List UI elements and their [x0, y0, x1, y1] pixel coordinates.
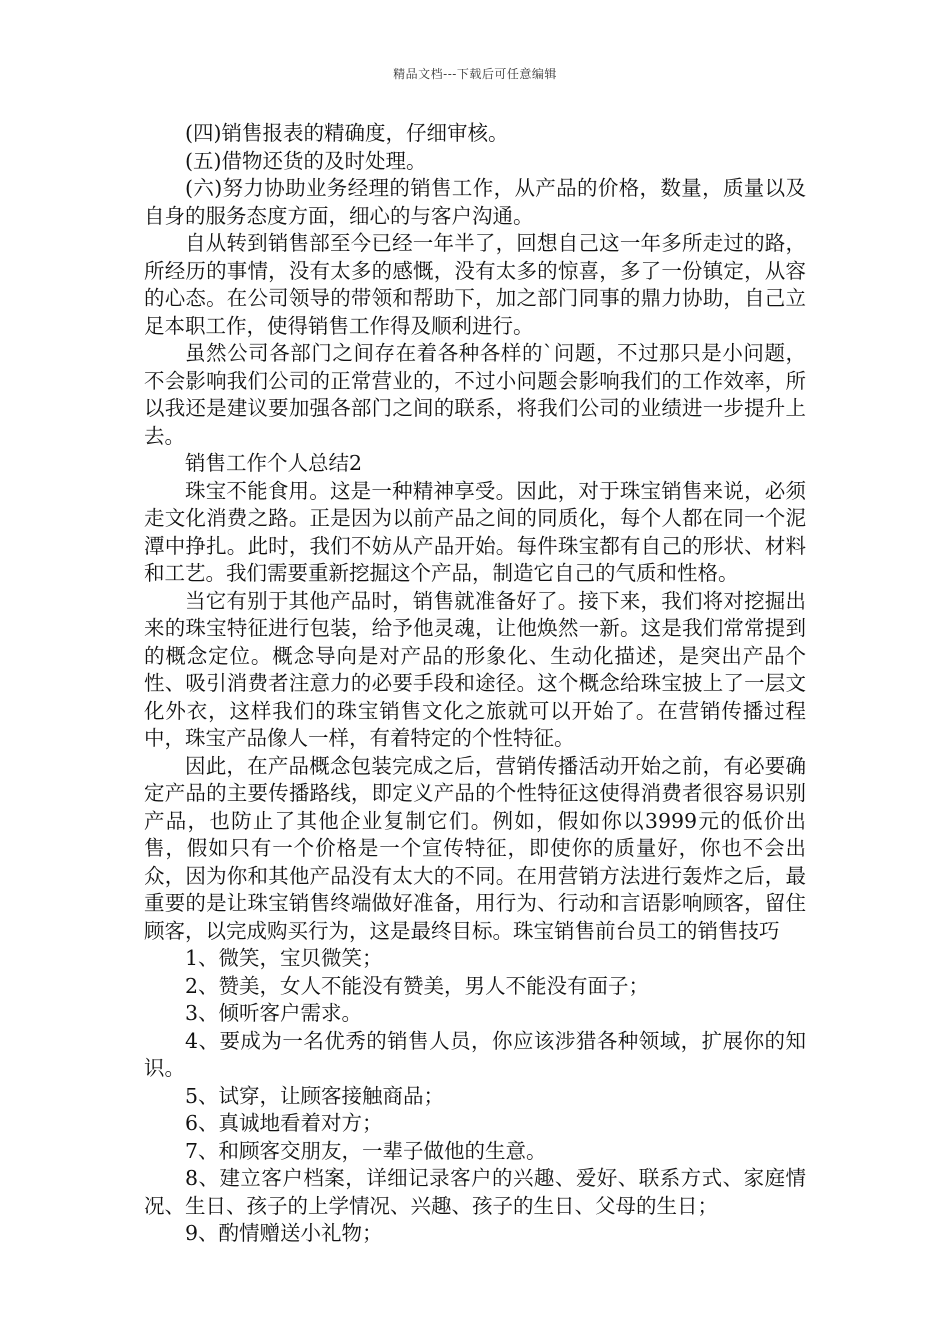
list-item: 8、建立客户档案，详细记录客户的兴趣、爱好、联系方式、家庭情况、生日、孩子的上学情况、兴趣、孩子的生日、父母的生日；: [144, 1166, 806, 1218]
paragraph-department-issues: 虽然公司各部门之间存在着各种各样的`问题，不过那只是小问题，不会影响我们公司的正常营业的，不过小问题会影响我们的工作效率，所以我还是建议要加强各部门之间的联系，将我们公司的业绩进一步提升上去。: [144, 341, 806, 448]
paragraph-assist-manager: (六)努力协助业务经理的销售工作，从产品的价格，数量，质量以及自身的服务态度方面，细心的与客户沟通。: [144, 176, 806, 228]
paragraph-jewelry-culture: 珠宝不能食用。这是一种精神享受。因此，对于珠宝销售来说，必须走文化消费之路。正是因为以前产品之间的同质化，每个人都在同一个泥潭中挣扎。此时，我们不妨从产品开始。每件珠宝都有自己的形状、材料和工艺。我们需要重新挖掘这个产品，制造它自己的气质和性格。: [144, 478, 806, 585]
list-item: 5、试穿，让顾客接触商品；: [185, 1083, 445, 1108]
list-item: 4、要成为一名优秀的销售人员，你应该涉猎各种领域，扩展你的知识。: [144, 1028, 806, 1080]
paragraph-year-review: 自从转到销售部至今已经一年半了，回想自己这一年多所走过的路，所经历的事情，没有太多的感慨，没有太多的惊喜，多了一份镇定，从容的心态。在公司领导的带领和帮助下，加之部门同事的鼎力协助，自己立足本职工作，使得销售工作得及顺利进行。: [144, 231, 806, 338]
list-item: 7、和顾客交朋友，一辈子做他的生意。: [185, 1138, 547, 1163]
list-item: 2、赞美，女人不能没有赞美，男人不能没有面子；: [185, 973, 650, 998]
list-item: 6、真诚地看着对方；: [185, 1111, 383, 1135]
paragraph-report-accuracy: (四)销售报表的精确度，仔细审核。: [185, 121, 509, 145]
section-heading: 销售工作个人总结2: [185, 451, 363, 475]
list-item: 9、酌情赠送小礼物；: [185, 1221, 383, 1245]
document-body: [144, 120, 806, 1248]
paragraph-communication-route: 因此，在产品概念包装完成之后，营销传播活动开始之前，有必要确定产品的主要传播路线，即定义产品的个性特征这使得消费者很容易识别产品，也防止了其他企业复制它们。例如，假如你以3999元的低价出售，假如只有一个价格是一个宣传特征，即使你的质量好，你也不会出众，因为你和其他产品没有太大的不同。在用营销方法进行轰炸之后，最重要的是让珠宝销售终端做好准备，用行为、行动和言语影响顾客，留住顾客，以完成购买行为，这是最终目标。珠宝销售前台员工的销售技巧: [144, 753, 806, 943]
list-item: 3、倾听客户需求。: [185, 1001, 363, 1025]
paragraph-borrowed-goods: (五)借物还货的及时处理。: [185, 148, 427, 173]
list-item: 1、微笑，宝贝微笑；: [185, 946, 383, 970]
paragraph-concept-positioning: 当它有别于其他产品时，销售就准备好了。接下来，我们将对挖掘出来的珠宝特征进行包装，给予他灵魂，让他焕然一新。这是我们常常提到的概念定位。概念导向是对产品的形象化、生动化描述，是突出产品个性、吸引消费者注意力的必要手段和途径。这个概念给珠宝披上了一层文化外衣，这样我们的珠宝销售文化之旅就可以开始了。在营销传播过程中，珠宝产品像人一样，有着特定的个性特征。: [144, 588, 806, 750]
page-header: 精品文档---下载后可任意编辑: [393, 67, 557, 81]
